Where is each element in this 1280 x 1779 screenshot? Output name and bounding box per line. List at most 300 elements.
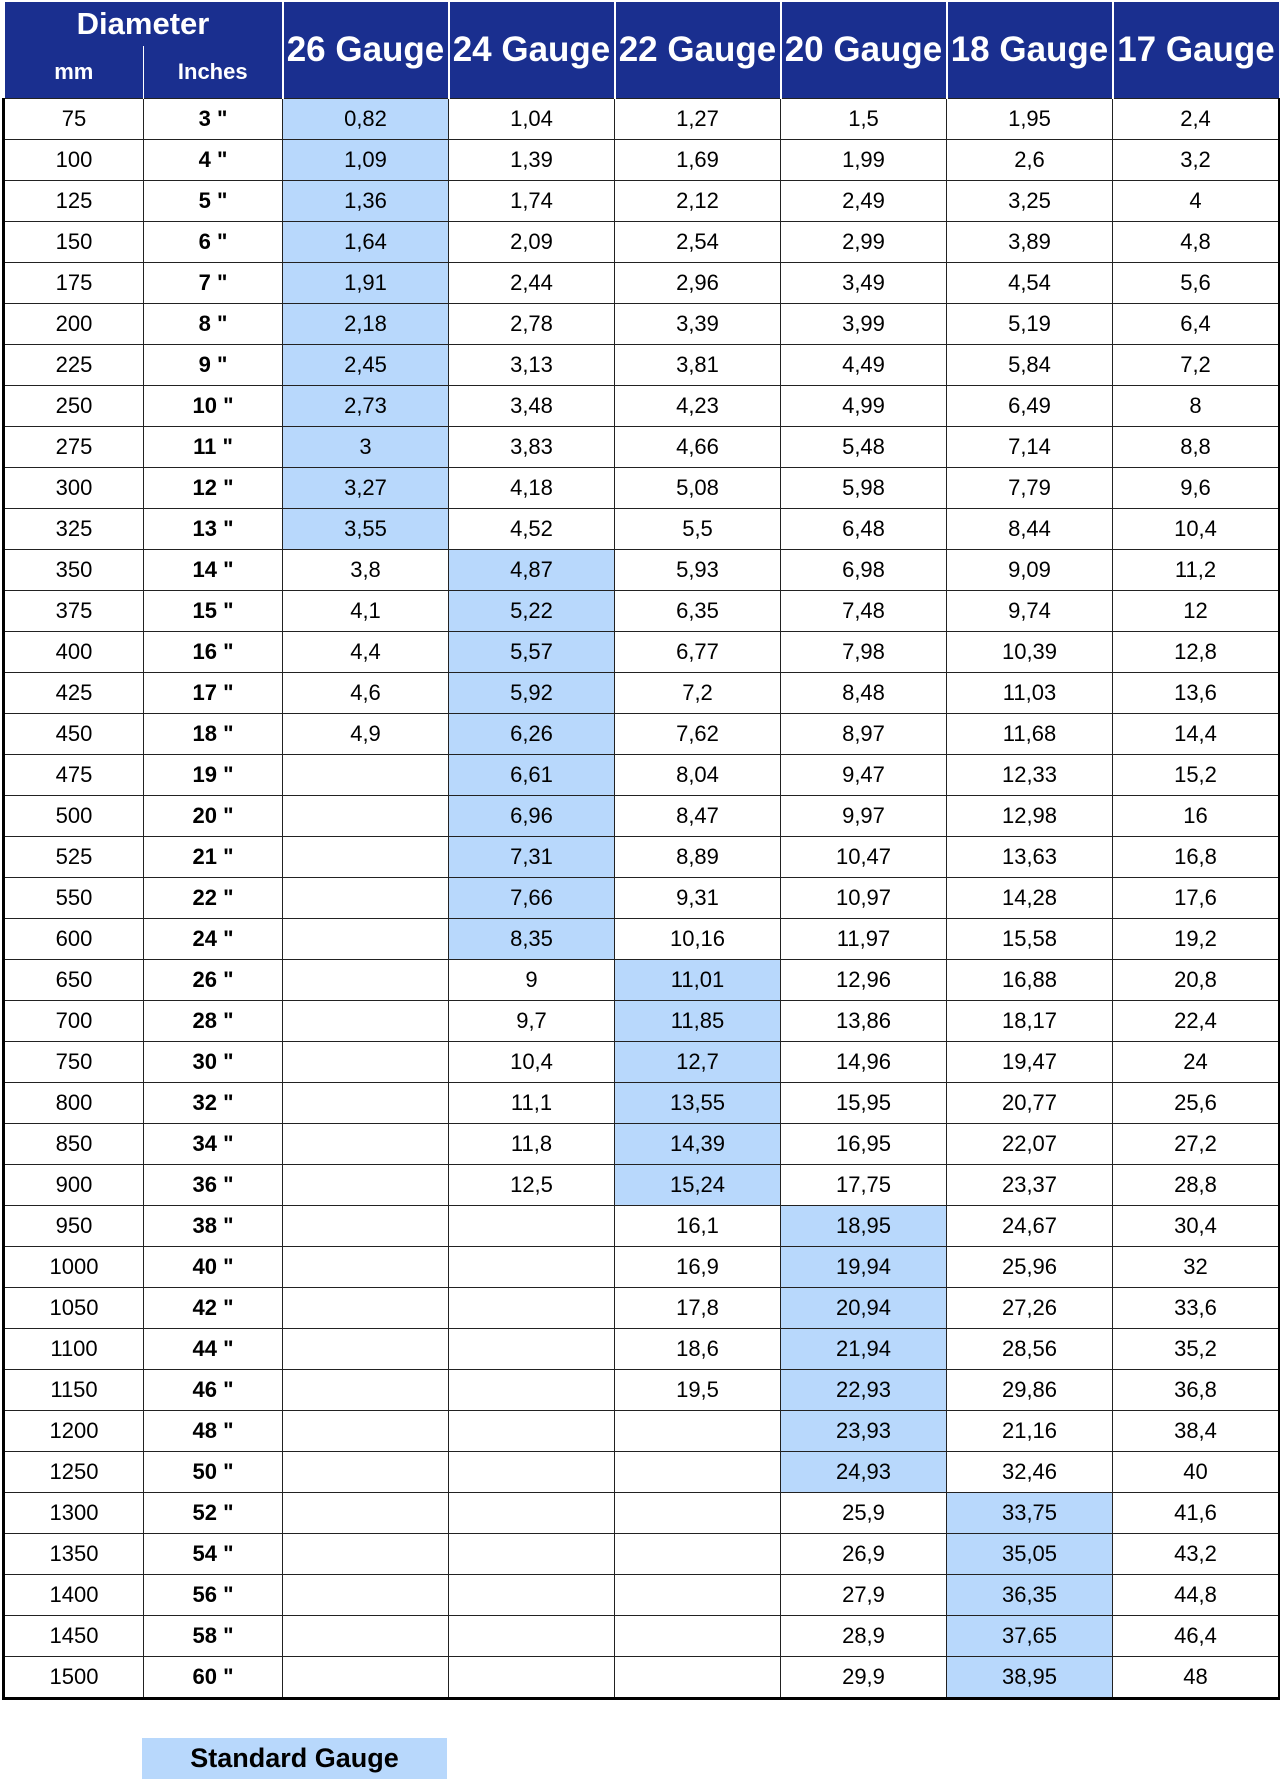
gauge-value-cell: 3,99 bbox=[781, 304, 947, 345]
gauge-value-cell: 8 bbox=[1113, 386, 1280, 427]
gauge-value-cell: 25,6 bbox=[1113, 1083, 1280, 1124]
gauge-value-cell: 46,4 bbox=[1113, 1616, 1280, 1657]
gauge-value-cell: 10,4 bbox=[1113, 509, 1280, 550]
diameter-inches-cell: 19 " bbox=[144, 755, 283, 796]
gauge-value-cell: 4,1 bbox=[283, 591, 449, 632]
diameter-inches-cell: 21 " bbox=[144, 837, 283, 878]
gauge-value-cell: 8,8 bbox=[1113, 427, 1280, 468]
gauge-value-cell bbox=[283, 960, 449, 1001]
diameter-mm-cell: 100 bbox=[4, 140, 144, 181]
gauge-value-cell: 17,8 bbox=[615, 1288, 781, 1329]
diameter-mm-cell: 150 bbox=[4, 222, 144, 263]
diameter-inches-cell: 6 " bbox=[144, 222, 283, 263]
gauge-value-cell: 15,2 bbox=[1113, 755, 1280, 796]
standard-gauge-cell: 6,26 bbox=[449, 714, 615, 755]
gauge-value-cell: 9,97 bbox=[781, 796, 947, 837]
gauge-value-cell bbox=[283, 1124, 449, 1165]
standard-gauge-cell: 0,82 bbox=[283, 99, 449, 140]
gauge-value-cell bbox=[615, 1534, 781, 1575]
standard-gauge-cell: 12,7 bbox=[615, 1042, 781, 1083]
standard-gauge-cell: 3,27 bbox=[283, 468, 449, 509]
gauge-value-cell: 16,1 bbox=[615, 1206, 781, 1247]
gauge-value-cell: 22,07 bbox=[947, 1124, 1113, 1165]
table-row bbox=[4, 1124, 1280, 1165]
table-row bbox=[4, 1288, 1280, 1329]
gauge-value-cell: 29,9 bbox=[781, 1657, 947, 1699]
gauge-value-cell: 1,04 bbox=[449, 99, 615, 140]
gauge-value-cell: 13,63 bbox=[947, 837, 1113, 878]
table-row bbox=[4, 1370, 1280, 1411]
gauge-value-cell bbox=[615, 1493, 781, 1534]
table-row bbox=[4, 1042, 1280, 1083]
diameter-inches-cell: 50 " bbox=[144, 1452, 283, 1493]
gauge-value-cell: 2,6 bbox=[947, 140, 1113, 181]
standard-gauge-cell: 3,55 bbox=[283, 509, 449, 550]
diameter-inches-cell: 12 " bbox=[144, 468, 283, 509]
table-row bbox=[4, 714, 1280, 755]
diameter-inches-cell: 10 " bbox=[144, 386, 283, 427]
gauge-value-cell: 12,5 bbox=[449, 1165, 615, 1206]
standard-gauge-cell: 20,94 bbox=[781, 1288, 947, 1329]
diameter-mm-cell: 250 bbox=[4, 386, 144, 427]
diameter-inches-cell: 9 " bbox=[144, 345, 283, 386]
standard-gauge-cell: 18,95 bbox=[781, 1206, 947, 1247]
table-row bbox=[4, 632, 1280, 673]
gauge-value-cell bbox=[449, 1616, 615, 1657]
diameter-mm-cell: 400 bbox=[4, 632, 144, 673]
standard-gauge-cell: 8,35 bbox=[449, 919, 615, 960]
gauge-value-cell bbox=[283, 1288, 449, 1329]
gauge-value-cell: 9,47 bbox=[781, 755, 947, 796]
diameter-inches-cell: 36 " bbox=[144, 1165, 283, 1206]
gauge-value-cell: 29,86 bbox=[947, 1370, 1113, 1411]
diameter-mm-cell: 650 bbox=[4, 960, 144, 1001]
gauge-value-cell bbox=[283, 1493, 449, 1534]
gauge-value-cell: 10,97 bbox=[781, 878, 947, 919]
gauge-value-cell: 2,12 bbox=[615, 181, 781, 222]
diameter-inches-cell: 18 " bbox=[144, 714, 283, 755]
gauge-value-cell: 2,78 bbox=[449, 304, 615, 345]
gauge-value-cell: 15,58 bbox=[947, 919, 1113, 960]
diameter-inches-cell: 30 " bbox=[144, 1042, 283, 1083]
gauge-value-cell: 27,9 bbox=[781, 1575, 947, 1616]
diameter-mm-cell: 700 bbox=[4, 1001, 144, 1042]
diameter-mm-cell: 225 bbox=[4, 345, 144, 386]
diameter-inches-cell: 42 " bbox=[144, 1288, 283, 1329]
gauge-value-cell: 9,7 bbox=[449, 1001, 615, 1042]
standard-gauge-cell: 2,18 bbox=[283, 304, 449, 345]
gauge-value-cell: 3,81 bbox=[615, 345, 781, 386]
gauge-value-cell bbox=[283, 1329, 449, 1370]
gauge-value-cell: 11,1 bbox=[449, 1083, 615, 1124]
diameter-inches-cell: 5 " bbox=[144, 181, 283, 222]
diameter-inches-cell: 26 " bbox=[144, 960, 283, 1001]
gauge-value-cell: 23,37 bbox=[947, 1165, 1113, 1206]
gauge-value-cell bbox=[283, 1616, 449, 1657]
gauge-value-cell: 2,99 bbox=[781, 222, 947, 263]
diameter-mm-cell: 900 bbox=[4, 1165, 144, 1206]
gauge-value-cell: 32 bbox=[1113, 1247, 1280, 1288]
gauge-value-cell bbox=[283, 837, 449, 878]
gauge-value-cell: 5,6 bbox=[1113, 263, 1280, 304]
diameter-inches-cell: 24 " bbox=[144, 919, 283, 960]
diameter-mm-cell: 750 bbox=[4, 1042, 144, 1083]
standard-gauge-cell: 2,73 bbox=[283, 386, 449, 427]
diameter-inches-cell: 22 " bbox=[144, 878, 283, 919]
gauge-header-18: 18 Gauge bbox=[947, 2, 1113, 99]
gauge-value-cell: 6,35 bbox=[615, 591, 781, 632]
gauge-value-cell: 3,83 bbox=[449, 427, 615, 468]
gauge-value-cell: 40 bbox=[1113, 1452, 1280, 1493]
gauge-value-cell: 16 bbox=[1113, 796, 1280, 837]
gauge-value-cell: 8,04 bbox=[615, 755, 781, 796]
gauge-value-cell: 14,4 bbox=[1113, 714, 1280, 755]
standard-gauge-cell: 11,01 bbox=[615, 960, 781, 1001]
diameter-inches-cell: 46 " bbox=[144, 1370, 283, 1411]
gauge-value-cell: 20,77 bbox=[947, 1083, 1113, 1124]
gauge-value-cell: 14,96 bbox=[781, 1042, 947, 1083]
table-row bbox=[4, 878, 1280, 919]
gauge-value-cell: 2,54 bbox=[615, 222, 781, 263]
gauge-value-cell: 32,46 bbox=[947, 1452, 1113, 1493]
gauge-value-cell: 12,33 bbox=[947, 755, 1113, 796]
diameter-mm-cell: 600 bbox=[4, 919, 144, 960]
gauge-value-cell: 17,6 bbox=[1113, 878, 1280, 919]
gauge-value-cell: 6,98 bbox=[781, 550, 947, 591]
diameter-inches-cell: 60 " bbox=[144, 1657, 283, 1699]
gauge-value-cell: 4,52 bbox=[449, 509, 615, 550]
gauge-value-cell bbox=[449, 1575, 615, 1616]
gauge-value-cell: 4,18 bbox=[449, 468, 615, 509]
gauge-value-cell: 1,95 bbox=[947, 99, 1113, 140]
table-body bbox=[4, 99, 1280, 1699]
gauge-value-cell: 4,54 bbox=[947, 263, 1113, 304]
table-row bbox=[4, 1657, 1280, 1699]
gauge-value-cell: 24 bbox=[1113, 1042, 1280, 1083]
gauge-value-cell: 21,16 bbox=[947, 1411, 1113, 1452]
gauge-value-cell bbox=[449, 1657, 615, 1699]
diameter-mm-cell: 1450 bbox=[4, 1616, 144, 1657]
gauge-value-cell: 19,2 bbox=[1113, 919, 1280, 960]
diameter-inches-cell: 15 " bbox=[144, 591, 283, 632]
gauge-value-cell: 12 bbox=[1113, 591, 1280, 632]
gauge-value-cell bbox=[449, 1247, 615, 1288]
diameter-mm-cell: 1250 bbox=[4, 1452, 144, 1493]
diameter-mm-cell: 125 bbox=[4, 181, 144, 222]
table-row bbox=[4, 1083, 1280, 1124]
gauge-value-cell: 7,2 bbox=[615, 673, 781, 714]
gauge-value-cell bbox=[283, 1042, 449, 1083]
gauge-value-cell: 4,6 bbox=[283, 673, 449, 714]
diameter-header: Diameter bbox=[4, 2, 283, 46]
standard-gauge-cell: 24,93 bbox=[781, 1452, 947, 1493]
standard-gauge-cell: 22,93 bbox=[781, 1370, 947, 1411]
gauge-value-cell: 35,2 bbox=[1113, 1329, 1280, 1370]
table-row bbox=[4, 140, 1280, 181]
gauge-value-cell: 22,4 bbox=[1113, 1001, 1280, 1042]
gauge-value-cell: 41,6 bbox=[1113, 1493, 1280, 1534]
diameter-mm-cell: 525 bbox=[4, 837, 144, 878]
diameter-inches-cell: 17 " bbox=[144, 673, 283, 714]
inches-header: Inches bbox=[144, 46, 283, 99]
gauge-value-cell: 9,74 bbox=[947, 591, 1113, 632]
diameter-mm-cell: 375 bbox=[4, 591, 144, 632]
gauge-value-cell: 5,98 bbox=[781, 468, 947, 509]
standard-gauge-cell: 1,64 bbox=[283, 222, 449, 263]
gauge-value-cell: 16,9 bbox=[615, 1247, 781, 1288]
table-row bbox=[4, 345, 1280, 386]
gauge-value-cell: 36,8 bbox=[1113, 1370, 1280, 1411]
diameter-mm-cell: 1400 bbox=[4, 1575, 144, 1616]
gauge-header-24: 24 Gauge bbox=[449, 2, 615, 99]
gauge-value-cell: 3,13 bbox=[449, 345, 615, 386]
standard-gauge-cell: 13,55 bbox=[615, 1083, 781, 1124]
table-row bbox=[4, 99, 1280, 140]
diameter-inches-cell: 44 " bbox=[144, 1329, 283, 1370]
standard-gauge-cell: 38,95 bbox=[947, 1657, 1113, 1699]
table-row bbox=[4, 1452, 1280, 1493]
table-row bbox=[4, 755, 1280, 796]
gauge-value-cell: 12,8 bbox=[1113, 632, 1280, 673]
gauge-value-cell: 48 bbox=[1113, 1657, 1280, 1699]
gauge-value-cell bbox=[283, 1534, 449, 1575]
gauge-value-cell: 3,48 bbox=[449, 386, 615, 427]
gauge-value-cell: 10,16 bbox=[615, 919, 781, 960]
diameter-mm-cell: 850 bbox=[4, 1124, 144, 1165]
gauge-value-cell: 7,48 bbox=[781, 591, 947, 632]
diameter-inches-cell: 32 " bbox=[144, 1083, 283, 1124]
standard-gauge-cell: 5,22 bbox=[449, 591, 615, 632]
gauge-value-cell: 9,6 bbox=[1113, 468, 1280, 509]
diameter-inches-cell: 40 " bbox=[144, 1247, 283, 1288]
gauge-value-cell: 3,49 bbox=[781, 263, 947, 304]
gauge-value-cell: 2,96 bbox=[615, 263, 781, 304]
gauge-value-cell: 2,49 bbox=[781, 181, 947, 222]
gauge-value-cell: 4 bbox=[1113, 181, 1280, 222]
gauge-value-cell: 6,77 bbox=[615, 632, 781, 673]
gauge-value-cell bbox=[449, 1206, 615, 1247]
gauge-value-cell bbox=[449, 1411, 615, 1452]
diameter-mm-cell: 1350 bbox=[4, 1534, 144, 1575]
gauge-value-cell: 1,69 bbox=[615, 140, 781, 181]
table-row bbox=[4, 796, 1280, 837]
diameter-mm-cell: 1200 bbox=[4, 1411, 144, 1452]
gauge-value-cell: 9,31 bbox=[615, 878, 781, 919]
diameter-mm-cell: 1100 bbox=[4, 1329, 144, 1370]
standard-gauge-cell: 5,57 bbox=[449, 632, 615, 673]
gauge-value-cell: 24,67 bbox=[947, 1206, 1113, 1247]
gauge-value-cell: 30,4 bbox=[1113, 1206, 1280, 1247]
table-row bbox=[4, 263, 1280, 304]
gauge-value-cell bbox=[615, 1452, 781, 1493]
gauge-value-cell bbox=[449, 1288, 615, 1329]
gauge-value-cell bbox=[449, 1493, 615, 1534]
table-row bbox=[4, 960, 1280, 1001]
gauge-value-cell bbox=[615, 1616, 781, 1657]
diameter-mm-cell: 450 bbox=[4, 714, 144, 755]
diameter-inches-cell: 52 " bbox=[144, 1493, 283, 1534]
diameter-mm-cell: 950 bbox=[4, 1206, 144, 1247]
gauge-value-cell: 2,44 bbox=[449, 263, 615, 304]
standard-gauge-cell: 1,09 bbox=[283, 140, 449, 181]
table-row bbox=[4, 427, 1280, 468]
gauge-value-cell bbox=[283, 1370, 449, 1411]
gauge-value-cell: 3,39 bbox=[615, 304, 781, 345]
table-row bbox=[4, 468, 1280, 509]
table-row bbox=[4, 919, 1280, 960]
gauge-value-cell: 5,5 bbox=[615, 509, 781, 550]
diameter-inches-cell: 14 " bbox=[144, 550, 283, 591]
standard-gauge-cell: 2,45 bbox=[283, 345, 449, 386]
gauge-value-cell: 13,86 bbox=[781, 1001, 947, 1042]
gauge-value-cell: 13,6 bbox=[1113, 673, 1280, 714]
gauge-value-cell: 4,99 bbox=[781, 386, 947, 427]
standard-gauge-cell: 6,61 bbox=[449, 755, 615, 796]
diameter-mm-cell: 1500 bbox=[4, 1657, 144, 1699]
gauge-value-cell: 43,2 bbox=[1113, 1534, 1280, 1575]
gauge-value-cell bbox=[283, 1411, 449, 1452]
diameter-mm-cell: 200 bbox=[4, 304, 144, 345]
gauge-value-cell: 19,5 bbox=[615, 1370, 781, 1411]
gauge-value-cell bbox=[283, 1657, 449, 1699]
diameter-mm-cell: 1300 bbox=[4, 1493, 144, 1534]
gauge-value-cell: 3,25 bbox=[947, 181, 1113, 222]
gauge-value-cell bbox=[615, 1575, 781, 1616]
gauge-value-cell bbox=[283, 1083, 449, 1124]
gauge-value-cell bbox=[283, 796, 449, 837]
gauge-value-cell: 5,19 bbox=[947, 304, 1113, 345]
standard-gauge-cell: 36,35 bbox=[947, 1575, 1113, 1616]
gauge-value-cell: 16,95 bbox=[781, 1124, 947, 1165]
standard-gauge-cell: 37,65 bbox=[947, 1616, 1113, 1657]
gauge-value-cell: 9,09 bbox=[947, 550, 1113, 591]
standard-gauge-cell: 1,36 bbox=[283, 181, 449, 222]
gauge-value-cell: 7,79 bbox=[947, 468, 1113, 509]
gauge-value-cell: 2,4 bbox=[1113, 99, 1280, 140]
gauge-value-cell: 11,03 bbox=[947, 673, 1113, 714]
gauge-value-cell: 6,48 bbox=[781, 509, 947, 550]
gauge-value-cell: 44,8 bbox=[1113, 1575, 1280, 1616]
gauge-value-cell: 7,2 bbox=[1113, 345, 1280, 386]
diameter-mm-cell: 350 bbox=[4, 550, 144, 591]
standard-gauge-cell: 15,24 bbox=[615, 1165, 781, 1206]
standard-gauge-cell: 6,96 bbox=[449, 796, 615, 837]
gauge-value-cell: 28,8 bbox=[1113, 1165, 1280, 1206]
table-row bbox=[4, 304, 1280, 345]
diameter-inches-cell: 38 " bbox=[144, 1206, 283, 1247]
diameter-inches-cell: 28 " bbox=[144, 1001, 283, 1042]
diameter-inches-cell: 16 " bbox=[144, 632, 283, 673]
gauge-value-cell: 6,4 bbox=[1113, 304, 1280, 345]
diameter-inches-cell: 3 " bbox=[144, 99, 283, 140]
gauge-value-cell: 5,48 bbox=[781, 427, 947, 468]
gauge-value-cell: 5,08 bbox=[615, 468, 781, 509]
gauge-value-cell: 5,84 bbox=[947, 345, 1113, 386]
standard-gauge-legend: Standard Gauge bbox=[142, 1738, 447, 1779]
gauge-value-cell: 7,62 bbox=[615, 714, 781, 755]
table-row bbox=[4, 837, 1280, 878]
gauge-value-cell bbox=[449, 1329, 615, 1370]
gauge-value-cell: 16,8 bbox=[1113, 837, 1280, 878]
gauge-value-cell: 6,49 bbox=[947, 386, 1113, 427]
gauge-value-cell: 27,2 bbox=[1113, 1124, 1280, 1165]
gauge-value-cell bbox=[615, 1411, 781, 1452]
gauge-table bbox=[2, 2, 1280, 1700]
gauge-value-cell: 8,44 bbox=[947, 509, 1113, 550]
gauge-value-cell: 11,68 bbox=[947, 714, 1113, 755]
gauge-value-cell: 28,9 bbox=[781, 1616, 947, 1657]
diameter-mm-cell: 1000 bbox=[4, 1247, 144, 1288]
gauge-value-cell: 4,66 bbox=[615, 427, 781, 468]
diameter-inches-cell: 54 " bbox=[144, 1534, 283, 1575]
gauge-value-cell bbox=[449, 1534, 615, 1575]
gauge-value-cell bbox=[283, 755, 449, 796]
diameter-mm-cell: 275 bbox=[4, 427, 144, 468]
gauge-value-cell: 1,74 bbox=[449, 181, 615, 222]
gauge-value-cell: 8,47 bbox=[615, 796, 781, 837]
table-row bbox=[4, 1534, 1280, 1575]
table-row bbox=[4, 1329, 1280, 1370]
table-row bbox=[4, 509, 1280, 550]
diameter-inches-cell: 13 " bbox=[144, 509, 283, 550]
diameter-inches-cell: 48 " bbox=[144, 1411, 283, 1452]
gauge-value-cell: 20,8 bbox=[1113, 960, 1280, 1001]
gauge-value-cell: 1,99 bbox=[781, 140, 947, 181]
diameter-mm-cell: 325 bbox=[4, 509, 144, 550]
standard-gauge-cell: 5,92 bbox=[449, 673, 615, 714]
gauge-value-cell bbox=[283, 1206, 449, 1247]
standard-gauge-cell: 21,94 bbox=[781, 1329, 947, 1370]
gauge-value-cell: 8,89 bbox=[615, 837, 781, 878]
table-row bbox=[4, 1616, 1280, 1657]
gauge-value-cell: 11,8 bbox=[449, 1124, 615, 1165]
standard-gauge-cell: 23,93 bbox=[781, 1411, 947, 1452]
table-row bbox=[4, 1206, 1280, 1247]
gauge-value-cell bbox=[283, 1165, 449, 1206]
gauge-value-cell: 19,47 bbox=[947, 1042, 1113, 1083]
gauge-value-cell: 12,98 bbox=[947, 796, 1113, 837]
table-row bbox=[4, 591, 1280, 632]
gauge-value-cell: 11,2 bbox=[1113, 550, 1280, 591]
gauge-value-cell: 33,6 bbox=[1113, 1288, 1280, 1329]
table-row bbox=[4, 1165, 1280, 1206]
gauge-value-cell: 7,14 bbox=[947, 427, 1113, 468]
gauge-value-cell: 1,39 bbox=[449, 140, 615, 181]
gauge-value-cell: 25,9 bbox=[781, 1493, 947, 1534]
gauge-value-cell: 15,95 bbox=[781, 1083, 947, 1124]
diameter-inches-cell: 58 " bbox=[144, 1616, 283, 1657]
gauge-value-cell: 38,4 bbox=[1113, 1411, 1280, 1452]
gauge-value-cell: 8,97 bbox=[781, 714, 947, 755]
diameter-mm-cell: 800 bbox=[4, 1083, 144, 1124]
gauge-header-20: 20 Gauge bbox=[781, 2, 947, 99]
gauge-value-cell: 25,96 bbox=[947, 1247, 1113, 1288]
standard-gauge-cell: 35,05 bbox=[947, 1534, 1113, 1575]
gauge-value-cell: 14,28 bbox=[947, 878, 1113, 919]
standard-gauge-cell: 14,39 bbox=[615, 1124, 781, 1165]
standard-gauge-cell: 11,85 bbox=[615, 1001, 781, 1042]
standard-gauge-cell: 7,66 bbox=[449, 878, 615, 919]
table-row bbox=[4, 1575, 1280, 1616]
gauge-value-cell bbox=[283, 1001, 449, 1042]
gauge-value-cell: 9 bbox=[449, 960, 615, 1001]
table-row bbox=[4, 181, 1280, 222]
gauge-value-cell: 3,8 bbox=[283, 550, 449, 591]
standard-gauge-cell: 4,87 bbox=[449, 550, 615, 591]
gauge-value-cell: 4,49 bbox=[781, 345, 947, 386]
diameter-mm-cell: 550 bbox=[4, 878, 144, 919]
gauge-value-cell bbox=[283, 1247, 449, 1288]
